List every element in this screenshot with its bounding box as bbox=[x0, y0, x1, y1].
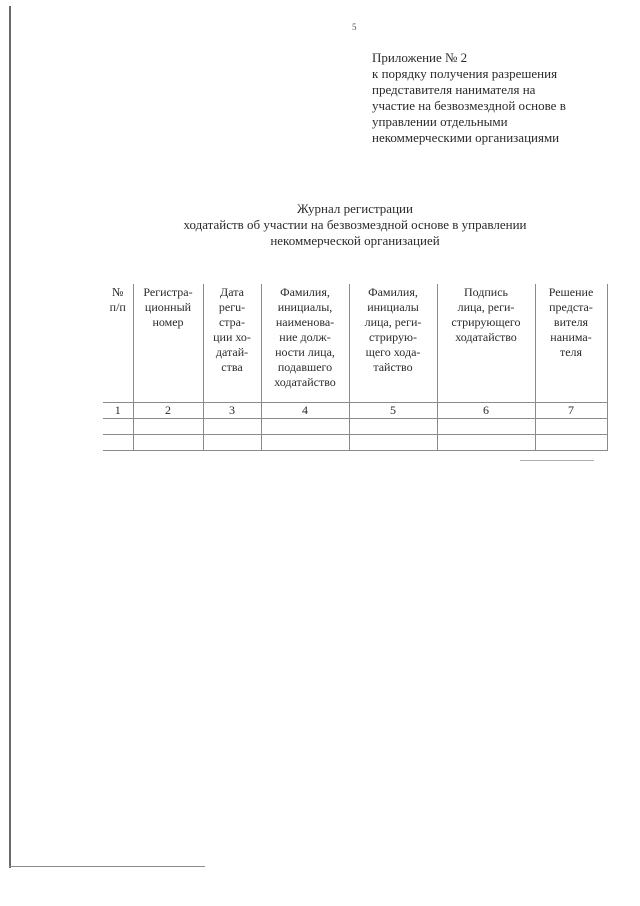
registration-journal-table bbox=[103, 284, 608, 451]
table-cell bbox=[437, 435, 535, 451]
annex-line: некоммерческими организациями bbox=[372, 130, 560, 145]
header-line: ства bbox=[221, 360, 243, 374]
table-cell bbox=[437, 419, 535, 435]
table-header-row bbox=[103, 284, 607, 403]
scan-left-edge bbox=[9, 6, 11, 868]
annex-line: к порядку получения разрешения bbox=[372, 66, 558, 81]
header-line: Решение bbox=[548, 285, 594, 299]
header-cell-registration-date bbox=[203, 284, 261, 403]
column-number-cell: 4 bbox=[261, 403, 349, 419]
header-line: щего хода- bbox=[365, 345, 421, 359]
annex-line: управлении отдельными bbox=[372, 114, 508, 129]
column-number-cell: 1 bbox=[103, 403, 133, 419]
header-line: теля bbox=[559, 345, 583, 359]
header-line: предста- bbox=[549, 300, 593, 314]
header-line: номер bbox=[152, 315, 184, 329]
column-number-cell: 3 bbox=[203, 403, 261, 419]
header-cell-number bbox=[103, 284, 133, 403]
annex-line: Приложение № 2 bbox=[372, 50, 468, 65]
header-line: стрирующего bbox=[451, 315, 521, 329]
header-line: № bbox=[112, 285, 124, 299]
title-line: некоммерческой организацией bbox=[270, 233, 440, 248]
table-cell bbox=[349, 435, 437, 451]
column-number-cell: 2 bbox=[133, 403, 203, 419]
journal-title bbox=[140, 201, 570, 249]
table-row bbox=[103, 419, 607, 435]
header-line: вителя bbox=[553, 315, 589, 329]
header-line: ходатайство bbox=[455, 330, 517, 344]
header-line: тайство bbox=[373, 360, 413, 374]
table-cell bbox=[103, 435, 133, 451]
table-row bbox=[103, 435, 607, 451]
column-number-cell: 7 bbox=[535, 403, 607, 419]
header-line: стра- bbox=[218, 315, 246, 329]
header-line: лица, реги- bbox=[364, 315, 422, 329]
header-line: регu- bbox=[218, 300, 246, 314]
annex-heading bbox=[372, 50, 634, 146]
column-number-cell: 6 bbox=[437, 403, 535, 419]
header-line: Фамилия, bbox=[280, 285, 330, 299]
header-line: ции хо- bbox=[213, 330, 251, 344]
table-cell bbox=[261, 419, 349, 435]
annex-line: участие на безвозмездной основе в bbox=[372, 98, 566, 113]
header-line: подавшего bbox=[277, 360, 333, 374]
table-cell bbox=[535, 435, 607, 451]
header-line: наименова- bbox=[275, 315, 335, 329]
table-cell bbox=[203, 435, 261, 451]
header-line: Подпись bbox=[463, 285, 509, 299]
header-cell-applicant bbox=[261, 284, 349, 403]
header-line: ходатайство bbox=[274, 375, 336, 389]
header-line: ние долж- bbox=[279, 330, 331, 344]
table-cell bbox=[133, 419, 203, 435]
table-cell bbox=[133, 435, 203, 451]
header-cell-registration-number bbox=[133, 284, 203, 403]
header-line: ционный bbox=[144, 300, 192, 314]
header-line: Дата bbox=[220, 285, 244, 299]
scan-artifact-line bbox=[520, 460, 594, 461]
table-cell bbox=[349, 419, 437, 435]
header-line: п/п bbox=[109, 300, 126, 314]
column-number-cell: 5 bbox=[349, 403, 437, 419]
header-cell-registrar-signature bbox=[437, 284, 535, 403]
scan-bottom-edge bbox=[9, 866, 205, 867]
header-line: нанима- bbox=[550, 330, 592, 344]
column-number-row bbox=[103, 403, 607, 419]
annex-line: представителя нанимателя на bbox=[372, 82, 536, 97]
title-line: ходатайств об участии на безвозмездной основе в управлении bbox=[183, 217, 527, 232]
header-line: инициалы, bbox=[277, 300, 333, 314]
title-line: Журнал регистрации bbox=[297, 201, 413, 216]
table-cell bbox=[261, 435, 349, 451]
page-number: 5 bbox=[352, 22, 357, 32]
header-line: лица, реги- bbox=[457, 300, 515, 314]
header-line: Фамилия, bbox=[368, 285, 418, 299]
header-line: инициалы bbox=[367, 300, 419, 314]
table-cell bbox=[535, 419, 607, 435]
table-cell bbox=[103, 419, 133, 435]
header-cell-employer-decision bbox=[535, 284, 607, 403]
header-line: ности лица, bbox=[275, 345, 335, 359]
header-cell-registrar bbox=[349, 284, 437, 403]
header-line: Регистра- bbox=[143, 285, 193, 299]
table-cell bbox=[203, 419, 261, 435]
header-line: датай- bbox=[215, 345, 249, 359]
header-line: стрирую- bbox=[369, 330, 417, 344]
